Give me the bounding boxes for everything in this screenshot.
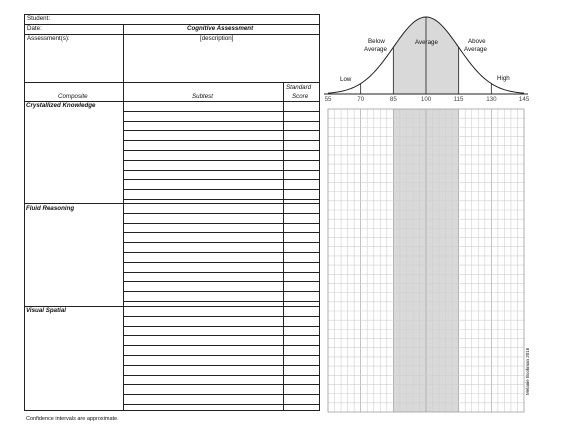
subtest-row[interactable] [123,326,320,327]
score-grid [328,109,524,412]
tick-label: 85 [389,96,397,103]
label-average: Average [415,39,438,46]
subtest-row[interactable] [123,199,320,200]
section-crystallized-knowledge: Crystallized Knowledge [26,102,96,109]
section-fluid-reasoning: Fluid Reasoning [26,205,75,212]
subtest-row[interactable] [123,232,320,233]
subtest-row[interactable] [123,179,320,180]
col-composite: Composite [58,93,88,100]
subtest-row[interactable] [123,130,320,131]
subtest-row[interactable] [123,316,320,317]
section-divider [24,306,320,307]
subtest-row[interactable] [123,355,320,356]
label-below-2: Average [364,46,387,53]
subtest-row[interactable] [123,262,320,263]
tick-label: 100 [420,96,432,103]
form-title: Cognitive Assessment [187,25,254,32]
subtest-row[interactable] [123,404,320,405]
label-below-1: Below [368,38,385,45]
tick-label: 70 [357,96,365,103]
tick-label: 130 [486,96,497,103]
tick-label: 55 [324,96,332,103]
subtest-row[interactable] [123,301,320,302]
subtest-row[interactable] [123,150,320,151]
subtest-row[interactable] [123,335,320,336]
subtest-row[interactable] [123,384,320,385]
col-standard: Standard [286,84,312,91]
subtest-row[interactable] [123,365,320,366]
label-above-2: Average [464,46,487,53]
subtest-row[interactable] [123,213,320,214]
subtest-row[interactable] [123,170,320,171]
subtest-row[interactable] [123,189,320,190]
footnote: Confidence intervals are approximate. [26,416,119,422]
subtest-row[interactable] [123,242,320,243]
score-curve-chart [320,10,536,415]
label-low: Low [340,76,352,83]
subtest-row[interactable] [123,111,320,112]
label-above-1: Above [468,38,486,45]
assessment-label: Assessment(s): [27,35,70,42]
subtest-row[interactable] [123,252,320,253]
subtest-row[interactable] [123,223,320,224]
subtest-row[interactable] [123,394,320,395]
subtest-row[interactable] [123,281,320,282]
tick-label: 145 [518,96,530,103]
student-label: Student: [27,15,51,22]
subtest-row[interactable] [123,272,320,273]
subtest-row[interactable] [123,291,320,292]
subtest-row[interactable] [123,121,320,122]
subtest-row[interactable] [123,345,320,346]
tick-label: 115 [453,96,464,103]
label-high: High [497,75,510,82]
section-visual-spatial: Visual Spatial [26,307,67,314]
section-divider [24,203,320,204]
credit-text: Melanie Bookman 2016 [525,347,530,395]
description-field[interactable]: [description] [200,35,234,42]
subtest-row[interactable] [123,375,320,376]
date-label: Date: [27,25,42,32]
subtest-row[interactable] [123,160,320,161]
col-subtest: Subtest [192,93,213,100]
col-score: Score [292,93,309,100]
subtest-row[interactable] [123,140,320,141]
